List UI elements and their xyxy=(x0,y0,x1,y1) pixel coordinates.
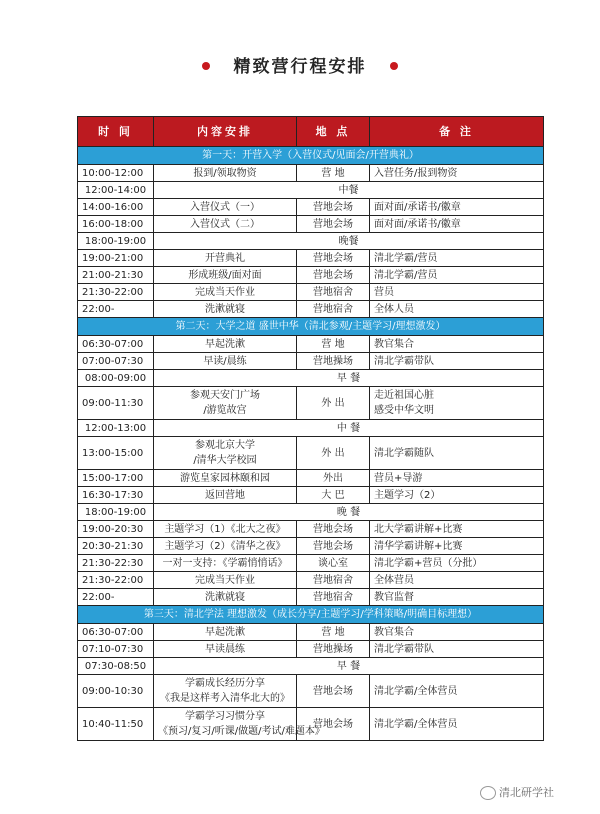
note-line: 走近祖国心脏 xyxy=(374,390,434,401)
content-line: 参观天安门广场 xyxy=(190,390,260,401)
time-cell: 21:30-22:30 xyxy=(78,555,154,572)
table-header-row xyxy=(78,117,544,147)
note-cell: 主题学习（2） xyxy=(370,487,544,504)
note-cell: 营员+导游 xyxy=(370,470,544,487)
time-cell: 07:10-07:30 xyxy=(78,641,154,658)
meal-cell: 晚 餐 xyxy=(154,504,544,521)
time-cell: 07:00-07:30 xyxy=(78,353,154,370)
table-row xyxy=(78,199,544,216)
content-cell: 入营仪式（二） xyxy=(154,216,297,233)
place-cell: 营地宿舍 xyxy=(297,301,370,318)
wechat-icon xyxy=(480,786,496,800)
time-cell: 15:00-17:00 xyxy=(78,470,154,487)
content-cell: 洗漱就寝 xyxy=(154,301,297,318)
meal-row xyxy=(78,658,544,675)
table-row xyxy=(78,487,544,504)
content-cell xyxy=(154,387,297,420)
place-cell: 营地会场 xyxy=(297,675,370,708)
place-cell: 大 巴 xyxy=(297,487,370,504)
note-cell: 教官监督 xyxy=(370,589,544,606)
note-cell: 清北学霸/营员 xyxy=(370,267,544,284)
place-cell: 营地会场 xyxy=(297,216,370,233)
page-title: 精致营行程安排 xyxy=(233,57,367,77)
time-cell: 21:00-21:30 xyxy=(78,267,154,284)
time-cell: 19:00-20:30 xyxy=(78,521,154,538)
table-row xyxy=(78,675,544,708)
content-cell xyxy=(154,437,297,470)
time-cell: 08:00-09:00 xyxy=(78,370,154,387)
content-cell: 开营典礼 xyxy=(154,250,297,267)
time-cell: 22:00- xyxy=(78,589,154,606)
note-cell: 清北学霸+营员（分批） xyxy=(370,555,544,572)
table-row xyxy=(78,353,544,370)
meal-cell: 中餐 xyxy=(154,182,544,199)
table-row xyxy=(78,387,544,420)
meal-cell: 早 餐 xyxy=(154,658,544,675)
note-cell: 全体人员 xyxy=(370,301,544,318)
note-cell xyxy=(370,675,544,708)
table-row xyxy=(78,589,544,606)
page-title-area xyxy=(0,52,600,77)
table-row xyxy=(78,267,544,284)
schedule-table xyxy=(77,116,544,741)
day-header-text: 第二天：大学之道 盛世中华（清北参观/主题学习/理想激发） xyxy=(78,318,544,336)
table-row xyxy=(78,284,544,301)
note-cell: 营员 xyxy=(370,284,544,301)
time-cell: 22:00- xyxy=(78,301,154,318)
place-cell: 营地会场 xyxy=(297,538,370,555)
content-line: 学霸成长经历分享 xyxy=(185,678,265,689)
place-cell: 营地会场 xyxy=(297,521,370,538)
note-cell: 北大学霸讲解+比赛 xyxy=(370,521,544,538)
time-cell: 06:30-07:00 xyxy=(78,336,154,353)
table-row xyxy=(78,301,544,318)
note-line: 清北学霸/全体营员 xyxy=(374,718,458,730)
meal-row xyxy=(78,182,544,199)
note-line: 感受中华文明 xyxy=(374,405,434,416)
content-line: 学霸学习习惯分享 xyxy=(185,711,265,722)
place-cell: 营 地 xyxy=(297,165,370,182)
content-line: /清华大学校园 xyxy=(193,455,257,466)
place-cell: 外 出 xyxy=(297,437,370,470)
content-cell: 早起洗漱 xyxy=(154,336,297,353)
content-cell: 形成班级/面对面 xyxy=(154,267,297,284)
time-cell: 13:00-15:00 xyxy=(78,437,154,470)
place-cell: 营地操场 xyxy=(297,353,370,370)
place-cell: 营地宿舍 xyxy=(297,284,370,301)
content-cell: 一对一支持：《学霸悄悄话》 xyxy=(154,555,297,572)
table-row xyxy=(78,470,544,487)
table-row xyxy=(78,437,544,470)
table-row xyxy=(78,572,544,589)
time-cell: 20:30-21:30 xyxy=(78,538,154,555)
header-content: 内容安排 xyxy=(154,117,297,147)
time-cell: 18:00-19:00 xyxy=(78,504,154,521)
content-cell: 主题学习（1）《北大之夜》 xyxy=(154,521,297,538)
place-cell: 营地会场 xyxy=(297,250,370,267)
table-row xyxy=(78,708,544,741)
meal-row xyxy=(78,420,544,437)
note-cell xyxy=(370,437,544,470)
table-body xyxy=(78,147,544,741)
meal-row xyxy=(78,233,544,250)
place-cell: 营 地 xyxy=(297,336,370,353)
place-cell: 营地操场 xyxy=(297,641,370,658)
time-cell: 09:00-10:30 xyxy=(78,675,154,708)
content-cell: 早读/晨练 xyxy=(154,353,297,370)
table-row xyxy=(78,555,544,572)
note-cell: 教官集合 xyxy=(370,624,544,641)
table-row xyxy=(78,250,544,267)
table-row xyxy=(78,624,544,641)
title-dot-right-icon xyxy=(390,62,398,70)
content-cell: 早起洗漱 xyxy=(154,624,297,641)
table-row xyxy=(78,521,544,538)
place-cell: 外出 xyxy=(297,470,370,487)
table-row xyxy=(78,216,544,233)
time-cell: 10:40-11:50 xyxy=(78,708,154,741)
time-cell: 14:00-16:00 xyxy=(78,199,154,216)
note-line: 清北学霸随队 xyxy=(374,447,434,459)
meal-cell: 晚餐 xyxy=(154,233,544,250)
note-cell: 全体营员 xyxy=(370,572,544,589)
time-cell: 12:00-13:00 xyxy=(78,420,154,437)
content-cell xyxy=(154,675,297,708)
place-cell: 营地宿舍 xyxy=(297,589,370,606)
content-line: 《我是这样考入清华北大的》 xyxy=(160,693,290,704)
note-cell: 教官集合 xyxy=(370,336,544,353)
time-cell: 16:00-18:00 xyxy=(78,216,154,233)
place-cell: 营 地 xyxy=(297,624,370,641)
place-cell: 外 出 xyxy=(297,387,370,420)
day-header-row xyxy=(78,318,544,336)
title-dot-left-icon xyxy=(202,62,210,70)
content-cell: 完成当天作业 xyxy=(154,572,297,589)
time-cell: 18:00-19:00 xyxy=(78,233,154,250)
content-cell: 返回营地 xyxy=(154,487,297,504)
time-cell: 19:00-21:00 xyxy=(78,250,154,267)
day-header-row xyxy=(78,147,544,165)
time-cell: 16:30-17:30 xyxy=(78,487,154,504)
table-row xyxy=(78,336,544,353)
table-row xyxy=(78,165,544,182)
time-cell: 21:30-22:00 xyxy=(78,284,154,301)
content-cell: 主题学习（2）《清华之夜》 xyxy=(154,538,297,555)
meal-row xyxy=(78,504,544,521)
meal-cell: 中 餐 xyxy=(154,420,544,437)
place-cell: 营地会场 xyxy=(297,199,370,216)
table-row xyxy=(78,641,544,658)
time-cell: 09:00-11:30 xyxy=(78,387,154,420)
watermark-text: 清北研学社 xyxy=(499,786,554,799)
time-cell: 07:30-08:50 xyxy=(78,658,154,675)
content-cell: 入营仪式（一） xyxy=(154,199,297,216)
note-line: 清北学霸/全体营员 xyxy=(374,685,458,697)
content-cell xyxy=(154,708,325,741)
note-cell: 入营任务/报到物资 xyxy=(370,165,544,182)
note-cell: 清北学霸带队 xyxy=(370,641,544,658)
place-cell: 营地会场 xyxy=(297,708,370,741)
watermark xyxy=(480,784,554,800)
content-cell: 早读晨练 xyxy=(154,641,297,658)
time-cell: 21:30-22:00 xyxy=(78,572,154,589)
content-line: 参观北京大学 xyxy=(195,440,255,451)
content-line: 《预习/复习/听课/做题/考试/难题本》 xyxy=(158,726,325,737)
content-line: /游览故宫 xyxy=(203,405,247,416)
content-cell: 报到/领取物资 xyxy=(154,165,297,182)
time-cell: 12:00-14:00 xyxy=(78,182,154,199)
day-header-text: 第三天：清北学法 理想激发（成长分享/主题学习/学科策略/明确目标理想） xyxy=(78,606,544,624)
content-cell: 完成当天作业 xyxy=(154,284,297,301)
place-cell: 营地会场 xyxy=(297,267,370,284)
note-cell: 清北学霸/营员 xyxy=(370,250,544,267)
day-header-text: 第一天：开营入学（入营仪式/见面会/开营典礼） xyxy=(78,147,544,165)
content-cell: 游览皇家园林颐和园 xyxy=(154,470,297,487)
place-cell: 谈心室 xyxy=(297,555,370,572)
table-row xyxy=(78,538,544,555)
meal-row xyxy=(78,370,544,387)
header-time: 时 间 xyxy=(78,117,154,147)
header-place: 地 点 xyxy=(297,117,370,147)
time-cell: 10:00-12:00 xyxy=(78,165,154,182)
note-cell: 面对面/承诺书/徽章 xyxy=(370,216,544,233)
content-cell: 洗漱就寝 xyxy=(154,589,297,606)
header-note: 备 注 xyxy=(370,117,544,147)
place-cell: 营地宿舍 xyxy=(297,572,370,589)
time-cell: 06:30-07:00 xyxy=(78,624,154,641)
note-cell: 清华学霸讲解+比赛 xyxy=(370,538,544,555)
meal-cell: 早 餐 xyxy=(154,370,544,387)
note-cell xyxy=(370,387,544,420)
note-cell: 面对面/承诺书/徽章 xyxy=(370,199,544,216)
day-header-row xyxy=(78,606,544,624)
note-cell: 清北学霸带队 xyxy=(370,353,544,370)
note-cell xyxy=(370,708,544,741)
